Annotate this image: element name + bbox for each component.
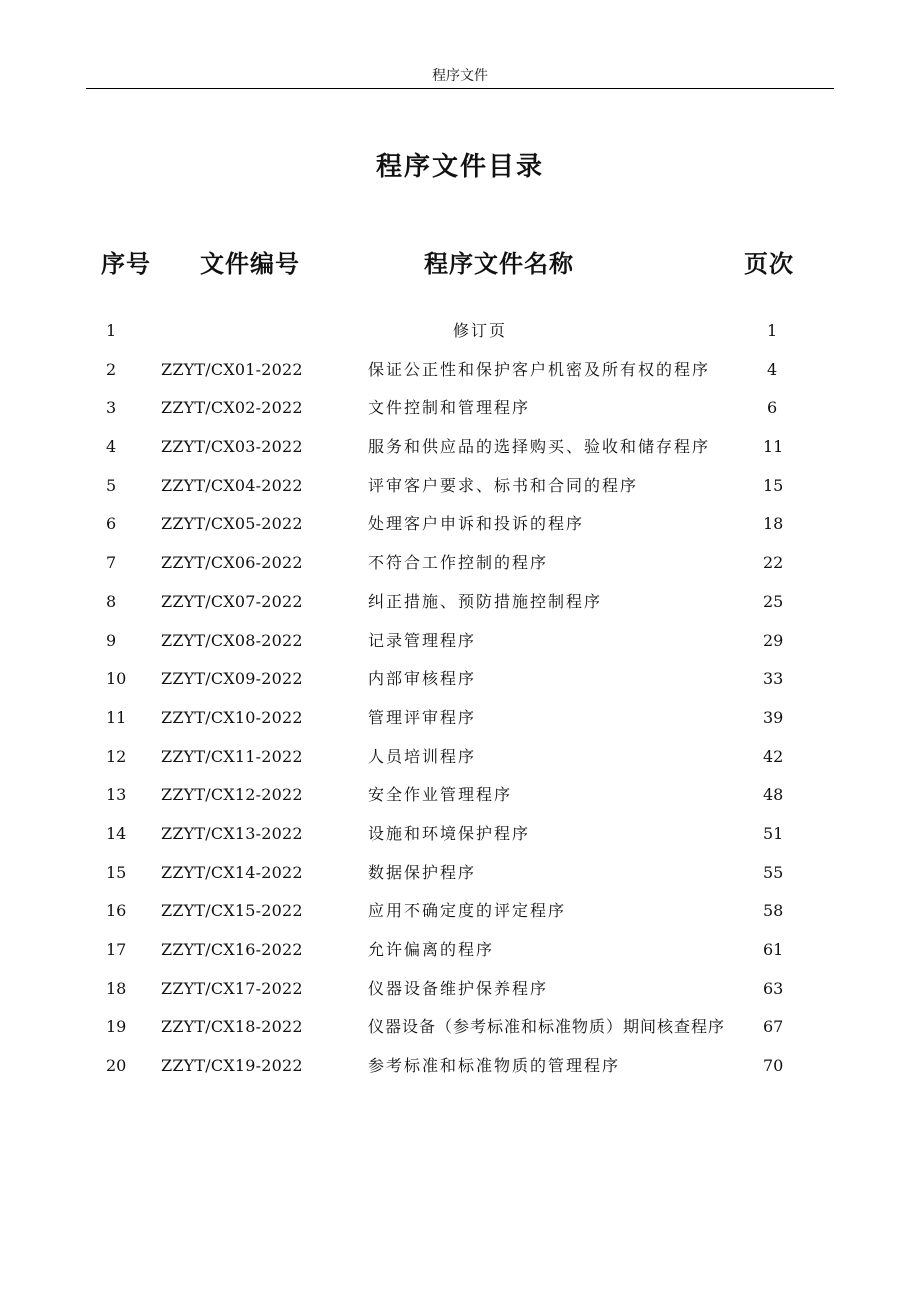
toc-page: 11 (763, 437, 784, 457)
toc-code: ZZYT/CX13-2022 (161, 823, 303, 843)
toc-name: 安全作业管理程序 (368, 785, 513, 805)
toc-seq: 13 (106, 785, 127, 805)
toc-row (0, 699, 920, 738)
toc-name: 评审客户要求、标书和合同的程序 (368, 475, 639, 495)
toc-row (0, 854, 920, 893)
toc-name: 保证公正性和保护客户机密及所有权的程序 (368, 359, 711, 379)
toc-page: 4 (767, 359, 778, 379)
toc-page: 39 (763, 707, 784, 727)
toc-code: ZZYT/CX04-2022 (161, 475, 303, 495)
toc-table (0, 312, 920, 1086)
toc-page: 22 (763, 553, 784, 573)
toc-page: 18 (763, 514, 784, 534)
toc-seq: 4 (106, 437, 117, 457)
toc-row (0, 467, 920, 506)
toc-seq: 16 (106, 901, 127, 921)
toc-code: ZZYT/CX19-2022 (161, 1056, 303, 1076)
toc-row (0, 505, 920, 544)
toc-seq: 1 (106, 321, 117, 340)
toc-seq: 12 (106, 746, 127, 766)
toc-row (0, 738, 920, 777)
toc-code: ZZYT/CX14-2022 (161, 862, 303, 882)
toc-code: ZZYT/CX09-2022 (161, 669, 303, 689)
toc-page: 33 (763, 669, 784, 689)
toc-code: ZZYT/CX08-2022 (161, 630, 303, 650)
toc-page: 1 (767, 321, 778, 340)
toc-row (0, 312, 920, 351)
toc-page: 63 (763, 978, 784, 998)
column-header-code: 文件编号 (200, 250, 300, 278)
toc-name: 处理客户申诉和投诉的程序 (368, 514, 585, 534)
toc-page: 15 (763, 475, 784, 495)
toc-seq: 18 (106, 978, 127, 998)
column-header-page: 页次 (744, 250, 794, 278)
toc-row (0, 815, 920, 854)
toc-seq: 10 (106, 669, 127, 689)
toc-code: ZZYT/CX17-2022 (161, 978, 303, 998)
column-header-name: 程序文件名称 (424, 250, 574, 278)
toc-name: 仪器设备维护保养程序 (368, 978, 549, 998)
toc-page: 67 (763, 1017, 784, 1037)
toc-page: 6 (767, 398, 778, 418)
toc-row (0, 583, 920, 622)
toc-page: 70 (763, 1056, 784, 1076)
toc-page: 55 (763, 862, 784, 882)
running-header: 程序文件 (432, 68, 488, 84)
toc-seq: 20 (106, 1056, 127, 1076)
toc-seq: 9 (106, 630, 117, 650)
toc-code: ZZYT/CX11-2022 (161, 746, 303, 766)
toc-name: 管理评审程序 (368, 707, 477, 727)
toc-row (0, 1047, 920, 1086)
toc-name: 应用不确定度的评定程序 (368, 901, 567, 921)
toc-code: ZZYT/CX18-2022 (161, 1017, 303, 1037)
toc-page: 48 (763, 785, 784, 805)
toc-row (0, 428, 920, 467)
toc-name: 修订页 (452, 321, 507, 340)
toc-seq: 11 (106, 707, 127, 727)
toc-seq: 2 (106, 359, 117, 379)
toc-code: ZZYT/CX02-2022 (161, 398, 303, 418)
toc-code: ZZYT/CX03-2022 (161, 437, 303, 457)
toc-page: 42 (763, 746, 784, 766)
toc-seq: 14 (106, 823, 127, 843)
toc-row (0, 622, 920, 661)
toc-page: 51 (763, 823, 784, 843)
toc-name: 内部审核程序 (368, 669, 477, 689)
toc-page: 58 (763, 901, 784, 921)
toc-code: ZZYT/CX16-2022 (161, 940, 303, 959)
toc-code: ZZYT/CX06-2022 (161, 553, 303, 573)
toc-code: ZZYT/CX07-2022 (161, 591, 303, 611)
toc-name: 不符合工作控制的程序 (368, 553, 549, 573)
toc-name: 文件控制和管理程序 (368, 398, 531, 418)
toc-row (0, 389, 920, 428)
toc-seq: 8 (106, 591, 117, 611)
page-title: 程序文件目录 (375, 152, 544, 182)
toc-name: 记录管理程序 (368, 630, 477, 650)
header-rule (86, 88, 834, 89)
toc-seq: 15 (106, 862, 127, 882)
toc-code: ZZYT/CX01-2022 (161, 359, 303, 379)
toc-name: 设施和环境保护程序 (368, 823, 531, 843)
toc-seq: 6 (106, 514, 117, 534)
toc-name: 服务和供应品的选择购买、验收和储存程序 (368, 437, 711, 457)
toc-name: 人员培训程序 (368, 746, 477, 766)
toc-name: 数据保护程序 (368, 862, 477, 882)
toc-name: 允许偏离的程序 (368, 940, 495, 959)
toc-seq: 19 (106, 1017, 127, 1037)
toc-row (0, 544, 920, 583)
toc-name: 纠正措施、预防措施控制程序 (368, 591, 603, 611)
toc-page: 29 (763, 630, 784, 650)
toc-page: 61 (763, 940, 784, 959)
toc-row (0, 660, 920, 699)
toc-row (0, 931, 920, 970)
toc-code: ZZYT/CX15-2022 (161, 901, 303, 921)
toc-page: 25 (763, 591, 784, 611)
toc-row (0, 892, 920, 931)
toc-name: 参考标准和标准物质的管理程序 (368, 1056, 621, 1076)
toc-code: ZZYT/CX05-2022 (161, 514, 303, 534)
toc-seq: 17 (106, 940, 127, 959)
toc-row (0, 1008, 920, 1047)
toc-column-headers (0, 244, 920, 278)
toc-row (0, 351, 920, 390)
toc-code: ZZYT/CX12-2022 (161, 785, 303, 805)
toc-name: 仪器设备（参考标准和标准物质）期间核查程序 (368, 1017, 726, 1037)
toc-code: ZZYT/CX10-2022 (161, 707, 303, 727)
toc-seq: 3 (106, 398, 117, 418)
toc-seq: 7 (106, 553, 117, 573)
toc-row (0, 776, 920, 815)
toc-row (0, 970, 920, 1009)
toc-seq: 5 (106, 475, 117, 495)
column-header-seq: 序号 (101, 250, 151, 278)
